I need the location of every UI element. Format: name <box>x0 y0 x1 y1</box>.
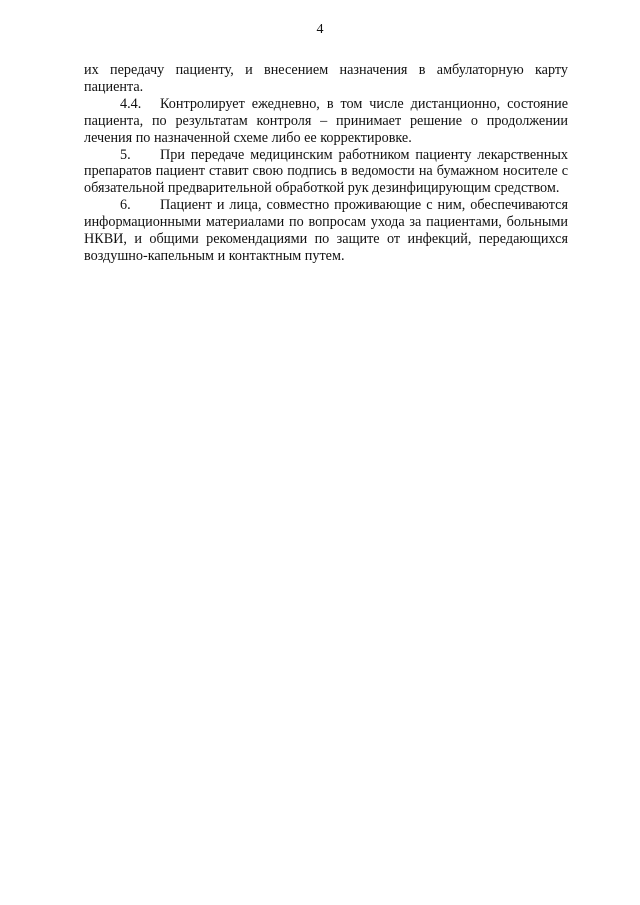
paragraph-text: Пациент и лица, совместно проживающие с ним, обеспечиваются информационными материалами по вопросам ухода за пациентами, больными НКВИ, и общими рекомендациями по защите от инфекций, передающихся воздушно-капельным и контактным путем. <box>84 197 568 264</box>
paragraph-text: При передаче медицинским работником пациенту лекарственных препаратов пациент ставит свою подпись в ведомости на бумажном носителе с обязательной предварительной обработкой рук дезинфицирующим средством. <box>84 146 568 197</box>
paragraph-continuation: их передачу пациенту, и внесением назначения в амбулаторную карту пациента. <box>84 62 568 95</box>
paragraph-text: Контролирует ежедневно, в том числе дистанционно, состояние пациента, по результатам контроля – принимает решение о продолжении лечения по назначенной схеме либо ее корректировке. <box>84 95 568 146</box>
paragraph-6 <box>84 197 568 265</box>
paragraph-number: 4.4. <box>120 95 142 112</box>
paragraph-number: 6. <box>120 197 131 214</box>
page-number: 4 <box>316 22 324 37</box>
paragraph-number: 5. <box>120 146 131 163</box>
paragraph-4-4 <box>84 96 568 147</box>
document-body <box>84 62 568 265</box>
paragraph-5 <box>84 147 568 198</box>
